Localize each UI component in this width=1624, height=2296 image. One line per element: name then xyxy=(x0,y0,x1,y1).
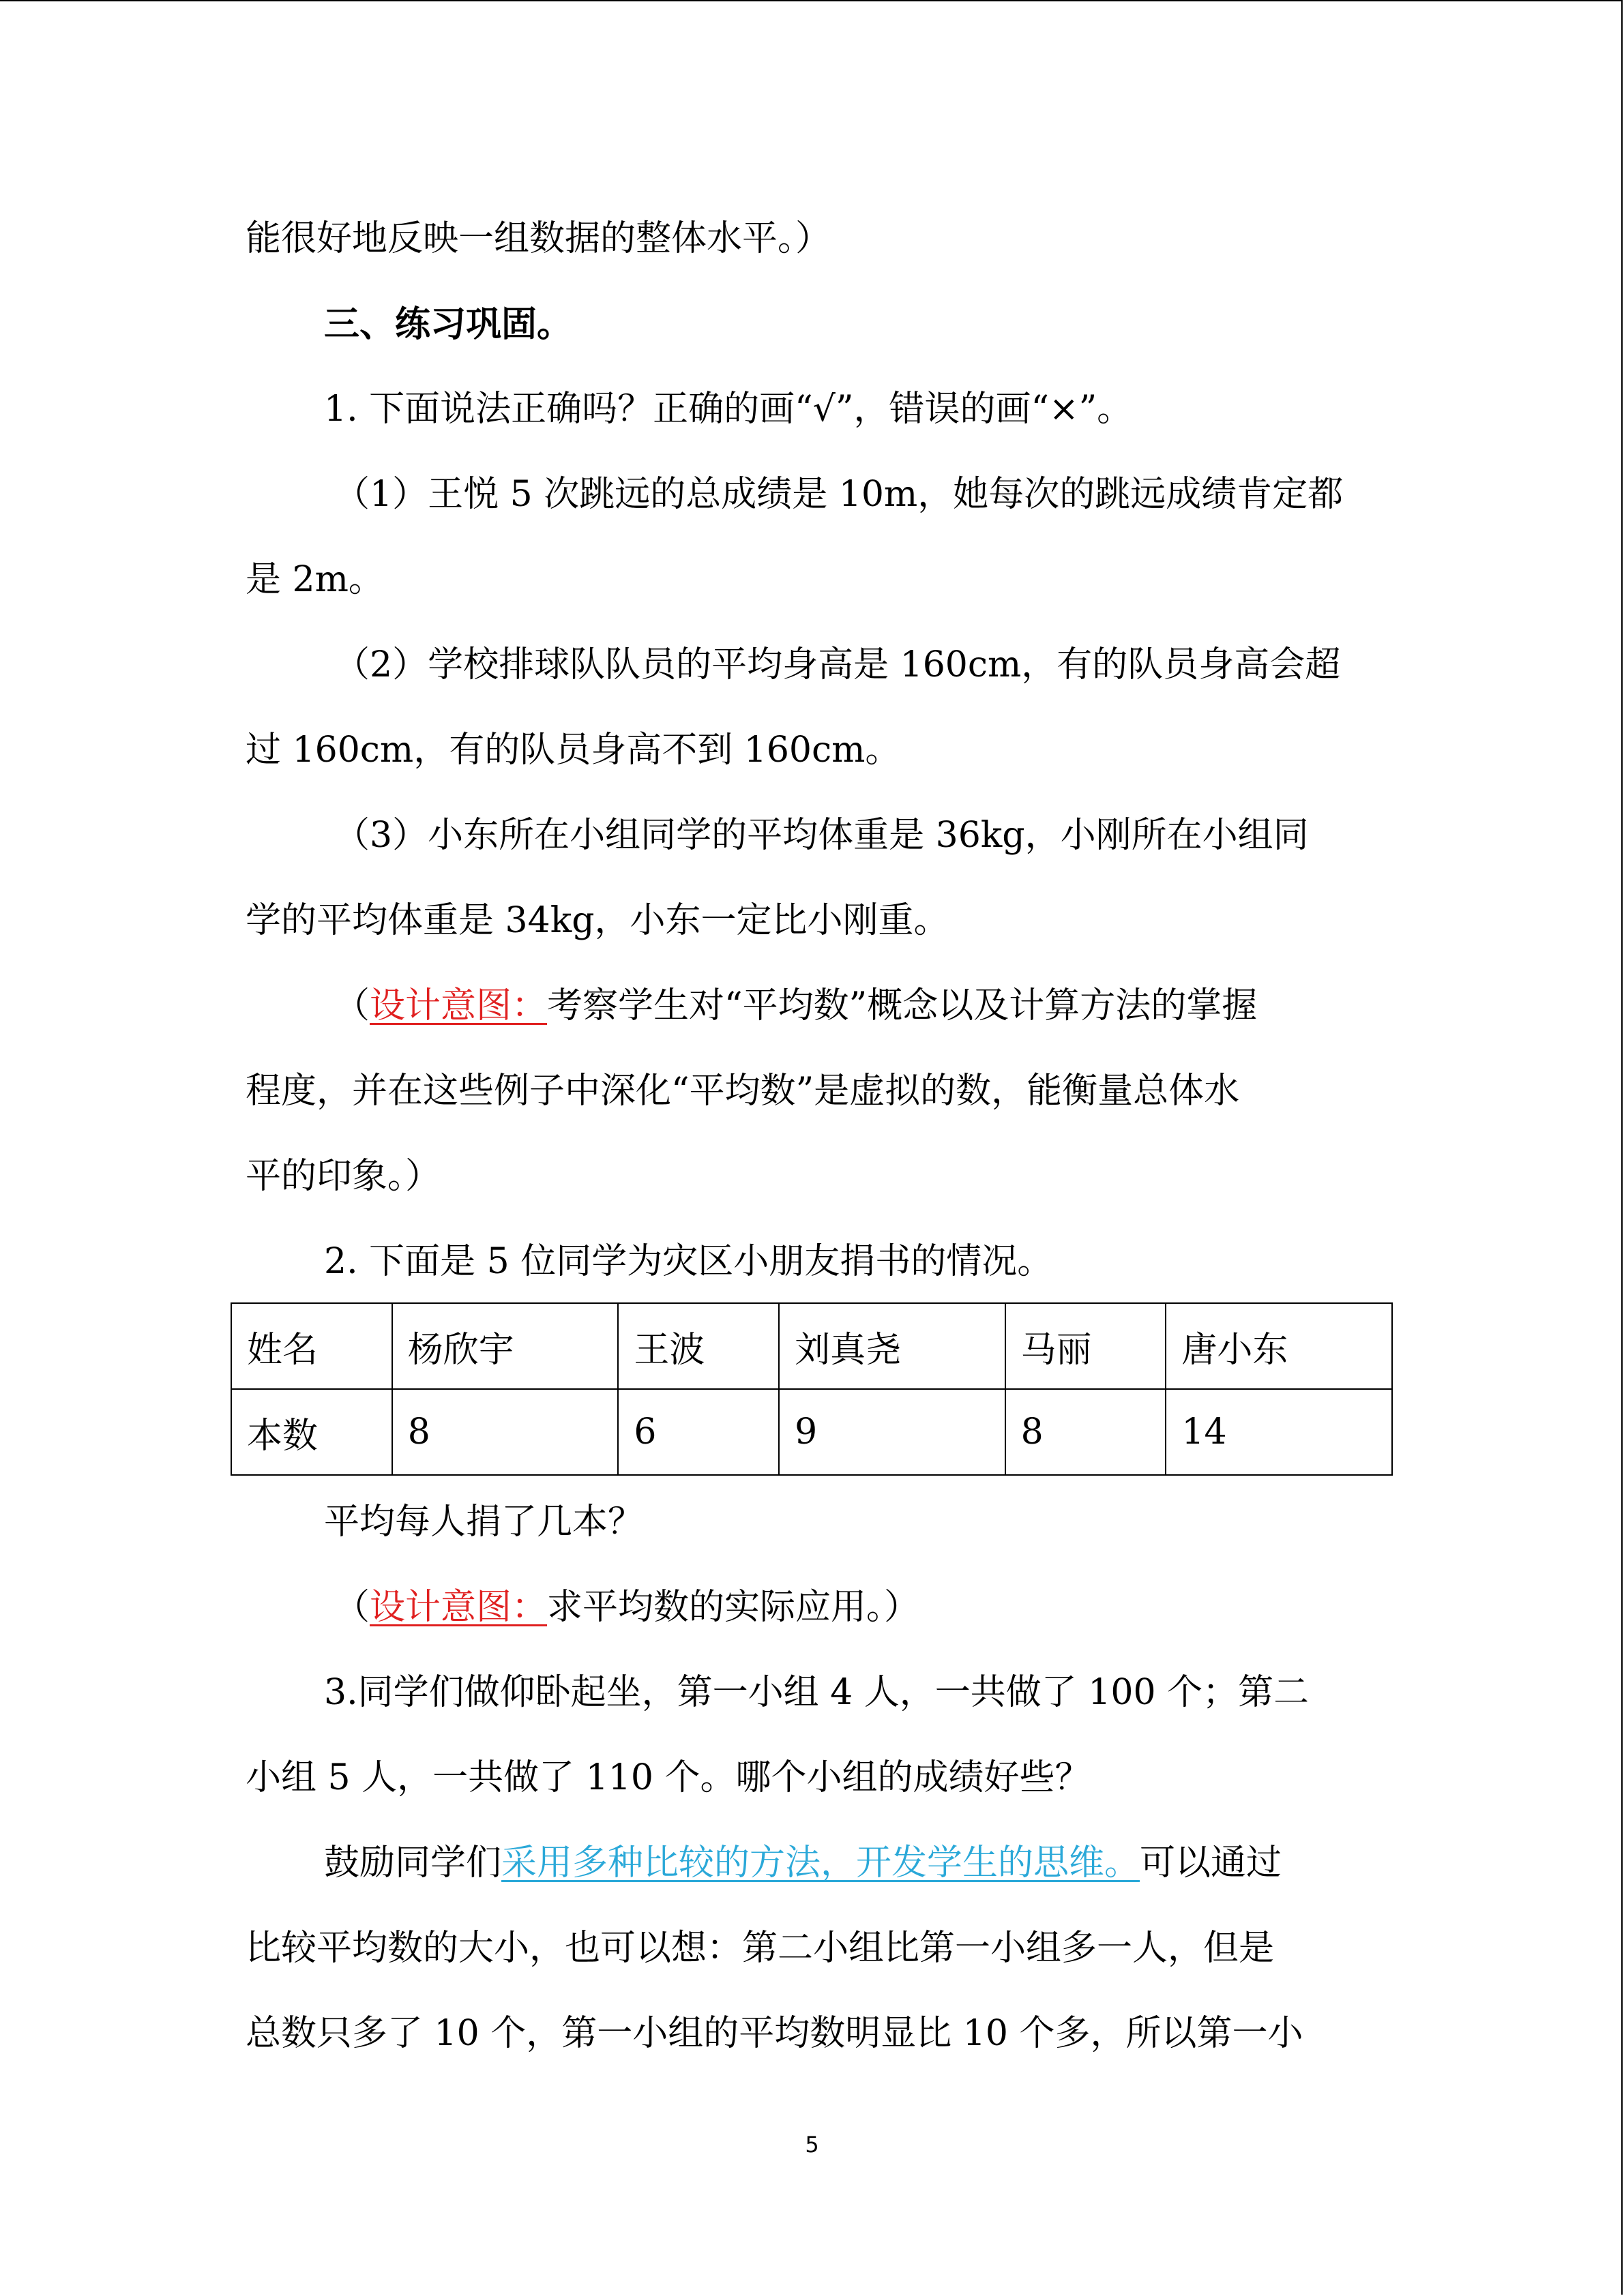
encourage-text-end: 总数只多了 10 个，第一小组的平均数明显比 10 个多，所以第一小 xyxy=(246,2013,1303,2054)
design-intent-text: 求平均数的实际应用。） xyxy=(547,1587,920,1628)
design-intent-2 xyxy=(334,1585,919,1629)
question-1-item-2: （2）学校排球队队员的平均身高是 160cm，有的队员身高会超 xyxy=(334,644,1341,685)
encourage-suffix: 可以通过 xyxy=(1140,1843,1282,1883)
question-2: 2. 下面是 5 位同学为灾区小朋友捐书的情况。 xyxy=(324,1241,1053,1282)
question-1-item-1: （1）王悦 5 次跳远的总成绩是 10m，她每次的跳远成绩肯定都 xyxy=(334,474,1344,515)
table-cell: 王波 xyxy=(618,1303,779,1389)
table-cell: 本数 xyxy=(231,1389,392,1475)
encourage-text-cont: 比较平均数的大小，也可以想：第二小组比第一小组多一人，但是 xyxy=(246,1928,1275,1969)
design-intent-label: 设计意图： xyxy=(370,1587,548,1628)
text-line: 能很好地反映一组数据的整体水平。） xyxy=(246,218,831,259)
design-intent-1 xyxy=(334,984,1257,1028)
encourage-prefix: 鼓励同学们 xyxy=(324,1843,502,1883)
donation-table xyxy=(231,1302,1393,1476)
question-1-item-3: （3）小东所在小组同学的平均体重是 36kg，小刚所在小组同 xyxy=(334,815,1309,856)
page-number: 5 xyxy=(805,2132,819,2158)
question-1-item-3-cont: 学的平均体重是 34kg，小东一定比小刚重。 xyxy=(246,900,949,941)
table-cell: 8 xyxy=(392,1389,619,1475)
encourage-text xyxy=(324,1841,1282,1885)
question-3: 3.同学们做仰卧起坐，第一小组 4 人，一共做了 100 个；第二 xyxy=(324,1672,1310,1713)
table-row xyxy=(231,1389,1392,1475)
question-3-cont: 小组 5 人，一共做了 110 个。哪个小组的成绩好些？ xyxy=(246,1757,1091,1798)
design-intent-label: 设计意图： xyxy=(370,985,548,1026)
table-cell: 8 xyxy=(1005,1389,1166,1475)
table-cell: 刘真尧 xyxy=(779,1303,1005,1389)
question-1-item-1-cont: 是 2m。 xyxy=(246,559,384,600)
comment-highlight: 采用多种比较的方法，开发学生的思维。 xyxy=(501,1843,1140,1883)
question-1: 1. 下面说法正确吗？正确的画“√”，错误的画“×”。 xyxy=(324,389,1133,430)
question-1-item-2-cont: 过 160cm，有的队员身高不到 160cm。 xyxy=(246,730,901,771)
section-heading: 三、练习巩固。 xyxy=(324,304,573,345)
design-intent-1-end: 平的印象。） xyxy=(246,1156,441,1197)
paren-open: （ xyxy=(334,1587,370,1628)
table-cell: 马丽 xyxy=(1005,1303,1166,1389)
table-cell: 14 xyxy=(1166,1389,1392,1475)
design-intent-text: 考察学生对“平均数”概念以及计算方法的掌握 xyxy=(547,985,1258,1026)
table-cell: 唐小东 xyxy=(1166,1303,1392,1389)
design-intent-1-cont: 程度，并在这些例子中深化“平均数”是虚拟的数，能衡量总体水 xyxy=(246,1071,1240,1112)
table-cell: 杨欣宇 xyxy=(392,1303,619,1389)
table-cell: 9 xyxy=(779,1389,1005,1475)
table-row xyxy=(231,1303,1392,1389)
paren-open: （ xyxy=(334,985,370,1026)
table-cell: 姓名 xyxy=(231,1303,392,1389)
table-cell: 6 xyxy=(618,1389,779,1475)
question-2-ask: 平均每人捐了几本？ xyxy=(324,1502,644,1542)
